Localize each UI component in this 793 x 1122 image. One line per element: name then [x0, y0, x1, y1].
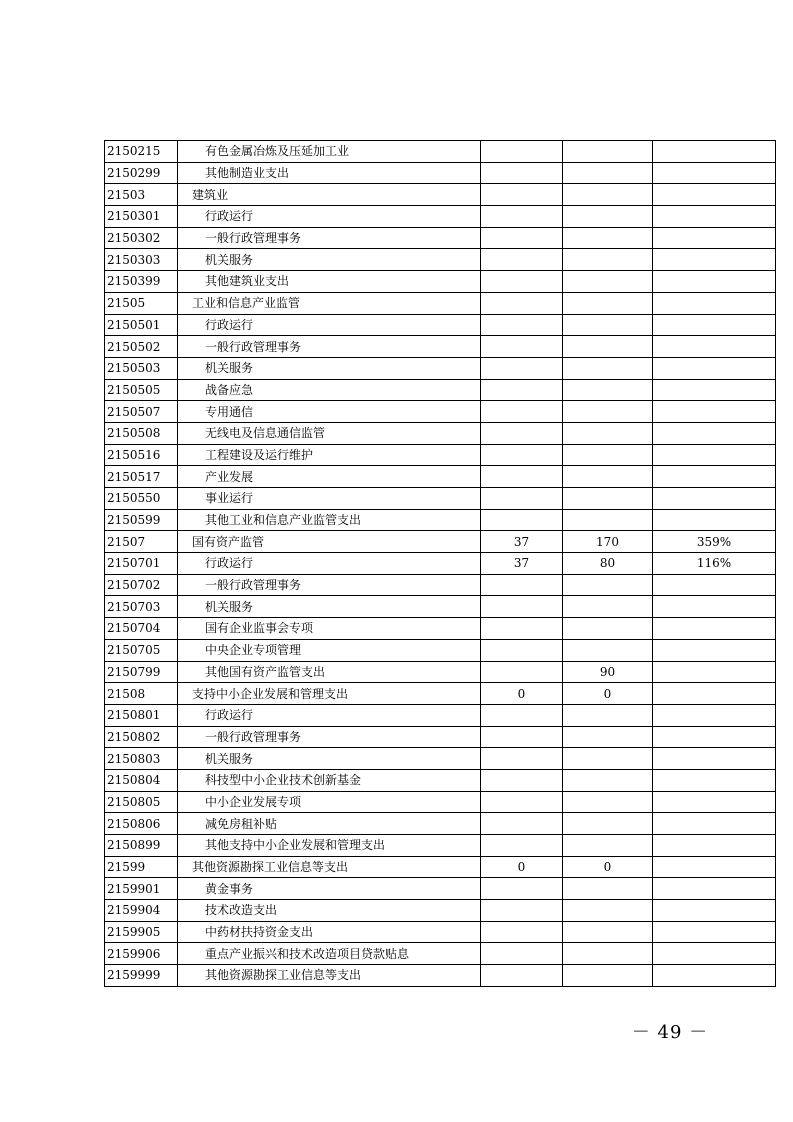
value-cell-1: [481, 596, 563, 618]
value-cell-2: [563, 618, 653, 640]
subject-name-cell: 其他国有资产监管支出: [178, 661, 481, 683]
table-row: [105, 336, 776, 358]
table-row: [105, 357, 776, 379]
value-cell-2: [563, 162, 653, 184]
value-cell-1: [481, 878, 563, 900]
ratio-cell: [653, 769, 776, 791]
table-row: [105, 553, 776, 575]
value-cell-1: [481, 184, 563, 206]
value-cell-2: [563, 900, 653, 922]
ratio-cell: [653, 227, 776, 249]
value-cell-2: [563, 965, 653, 987]
table-row: [105, 878, 776, 900]
value-cell-2: 90: [563, 661, 653, 683]
value-cell-2: [563, 271, 653, 293]
value-cell-2: [563, 596, 653, 618]
ratio-cell: [653, 683, 776, 705]
subject-name-cell: 其他建筑业支出: [178, 271, 481, 293]
subject-name-cell: 其他资源勘探工业信息等支出: [178, 965, 481, 987]
ratio-cell: [653, 835, 776, 857]
value-cell-2: 0: [563, 856, 653, 878]
ratio-cell: [653, 596, 776, 618]
table-row: [105, 314, 776, 336]
value-cell-2: [563, 292, 653, 314]
value-cell-2: [563, 835, 653, 857]
subject-code-cell: 2159906: [105, 943, 178, 965]
subject-code-cell: 2150806: [105, 813, 178, 835]
value-cell-1: [481, 943, 563, 965]
subject-code-cell: 2150599: [105, 509, 178, 531]
subject-code-cell: 2150801: [105, 704, 178, 726]
value-cell-2: [563, 336, 653, 358]
table-row: [105, 401, 776, 423]
subject-name-cell: 事业运行: [178, 488, 481, 510]
ratio-cell: [653, 661, 776, 683]
subject-name-cell: 行政运行: [178, 314, 481, 336]
value-cell-1: 37: [481, 531, 563, 553]
value-cell-1: [481, 206, 563, 228]
table-row: [105, 379, 776, 401]
value-cell-1: [481, 574, 563, 596]
value-cell-1: [481, 769, 563, 791]
subject-name-cell: 产业发展: [178, 466, 481, 488]
value-cell-2: [563, 943, 653, 965]
subject-code-cell: 2150799: [105, 661, 178, 683]
value-cell-1: [481, 921, 563, 943]
subject-code-cell: 21507: [105, 531, 178, 553]
value-cell-1: 0: [481, 856, 563, 878]
subject-name-cell: 战备应急: [178, 379, 481, 401]
ratio-cell: [653, 748, 776, 770]
value-cell-2: [563, 748, 653, 770]
ratio-cell: [653, 618, 776, 640]
subject-name-cell: 黄金事务: [178, 878, 481, 900]
subject-code-cell: 2150704: [105, 618, 178, 640]
table-row: [105, 683, 776, 705]
subject-name-cell: 其他资源勘探工业信息等支出: [178, 856, 481, 878]
value-cell-2: [563, 184, 653, 206]
subject-code-cell: 2150701: [105, 553, 178, 575]
value-cell-1: [481, 271, 563, 293]
value-cell-1: [481, 336, 563, 358]
table-row: [105, 466, 776, 488]
table-row: [105, 206, 776, 228]
value-cell-2: [563, 488, 653, 510]
subject-name-cell: 专用通信: [178, 401, 481, 423]
subject-name-cell: 中药材扶持资金支出: [178, 921, 481, 943]
subject-name-cell: 其他支持中小企业发展和管理支出: [178, 835, 481, 857]
ratio-cell: [653, 704, 776, 726]
subject-name-cell: 重点产业振兴和技术改造项目贷款贴息: [178, 943, 481, 965]
value-cell-2: [563, 357, 653, 379]
subject-code-cell: 2150399: [105, 271, 178, 293]
ratio-cell: [653, 900, 776, 922]
value-cell-2: [563, 791, 653, 813]
subject-code-cell: 2150517: [105, 466, 178, 488]
ratio-cell: [653, 574, 776, 596]
subject-code-cell: 21503: [105, 184, 178, 206]
value-cell-2: [563, 422, 653, 444]
value-cell-2: [563, 206, 653, 228]
ratio-cell: [653, 336, 776, 358]
subject-name-cell: 机关服务: [178, 249, 481, 271]
table-row: [105, 748, 776, 770]
subject-code-cell: 2150804: [105, 769, 178, 791]
value-cell-1: [481, 509, 563, 531]
value-cell-2: [563, 401, 653, 423]
value-cell-2: [563, 314, 653, 336]
subject-name-cell: 工业和信息产业监管: [178, 292, 481, 314]
subject-code-cell: 2150303: [105, 249, 178, 271]
value-cell-2: [563, 726, 653, 748]
ratio-cell: [653, 292, 776, 314]
subject-code-cell: 2150705: [105, 639, 178, 661]
ratio-cell: [653, 271, 776, 293]
subject-name-cell: 机关服务: [178, 596, 481, 618]
subject-name-cell: 其他制造业支出: [178, 162, 481, 184]
ratio-cell: [653, 249, 776, 271]
ratio-cell: [653, 878, 776, 900]
table-row: [105, 639, 776, 661]
subject-code-cell: 2150507: [105, 401, 178, 423]
value-cell-1: [481, 292, 563, 314]
budget-table: [104, 140, 776, 987]
table-row: [105, 704, 776, 726]
subject-code-cell: 2159904: [105, 900, 178, 922]
ratio-cell: [653, 488, 776, 510]
subject-name-cell: 建筑业: [178, 184, 481, 206]
table-row: [105, 769, 776, 791]
subject-code-cell: 2150503: [105, 357, 178, 379]
value-cell-1: [481, 357, 563, 379]
subject-code-cell: 2159999: [105, 965, 178, 987]
value-cell-1: [481, 141, 563, 163]
table-row: [105, 856, 776, 878]
value-cell-1: [481, 791, 563, 813]
value-cell-2: [563, 574, 653, 596]
value-cell-2: [563, 141, 653, 163]
value-cell-2: [563, 878, 653, 900]
value-cell-2: [563, 444, 653, 466]
value-cell-1: [481, 748, 563, 770]
table-row: [105, 618, 776, 640]
subject-code-cell: 2150501: [105, 314, 178, 336]
page-number: － 49 －: [631, 1022, 709, 1043]
table-row: [105, 249, 776, 271]
ratio-cell: [653, 639, 776, 661]
value-cell-1: [481, 466, 563, 488]
subject-code-cell: 2150301: [105, 206, 178, 228]
value-cell-1: [481, 835, 563, 857]
subject-code-cell: 2150805: [105, 791, 178, 813]
subject-name-cell: 中央企业专项管理: [178, 639, 481, 661]
value-cell-1: [481, 444, 563, 466]
subject-name-cell: 行政运行: [178, 553, 481, 575]
value-cell-1: [481, 965, 563, 987]
subject-name-cell: 一般行政管理事务: [178, 574, 481, 596]
value-cell-2: [563, 813, 653, 835]
ratio-cell: [653, 856, 776, 878]
value-cell-2: [563, 639, 653, 661]
subject-name-cell: 技术改造支出: [178, 900, 481, 922]
subject-code-cell: 2150302: [105, 227, 178, 249]
subject-name-cell: 一般行政管理事务: [178, 227, 481, 249]
table-row: [105, 141, 776, 163]
ratio-cell: [653, 357, 776, 379]
table-row: [105, 509, 776, 531]
ratio-cell: 116%: [653, 553, 776, 575]
table-row: [105, 162, 776, 184]
subject-name-cell: 无线电及信息通信监管: [178, 422, 481, 444]
value-cell-2: [563, 509, 653, 531]
subject-code-cell: 2159901: [105, 878, 178, 900]
table-row: [105, 488, 776, 510]
subject-name-cell: 一般行政管理事务: [178, 726, 481, 748]
value-cell-1: [481, 704, 563, 726]
subject-name-cell: 国有企业监事会专项: [178, 618, 481, 640]
value-cell-1: [481, 162, 563, 184]
subject-name-cell: 中小企业发展专项: [178, 791, 481, 813]
table-row: [105, 444, 776, 466]
table-row: [105, 531, 776, 553]
ratio-cell: 359%: [653, 531, 776, 553]
ratio-cell: [653, 813, 776, 835]
subject-name-cell: 机关服务: [178, 748, 481, 770]
value-cell-1: [481, 813, 563, 835]
ratio-cell: [653, 141, 776, 163]
budget-table-body: [105, 141, 776, 987]
value-cell-1: [481, 422, 563, 444]
value-cell-1: [481, 401, 563, 423]
subject-name-cell: 科技型中小企业技术创新基金: [178, 769, 481, 791]
value-cell-2: [563, 466, 653, 488]
value-cell-2: [563, 249, 653, 271]
table-row: [105, 596, 776, 618]
value-cell-1: [481, 314, 563, 336]
subject-code-cell: 2150899: [105, 835, 178, 857]
subject-code-cell: 2150502: [105, 336, 178, 358]
value-cell-2: [563, 704, 653, 726]
value-cell-2: [563, 769, 653, 791]
value-cell-1: [481, 379, 563, 401]
subject-code-cell: 2150299: [105, 162, 178, 184]
subject-name-cell: 有色金属冶炼及压延加工业: [178, 141, 481, 163]
ratio-cell: [653, 314, 776, 336]
ratio-cell: [653, 184, 776, 206]
table-row: [105, 271, 776, 293]
subject-code-cell: 2150802: [105, 726, 178, 748]
ratio-cell: [653, 921, 776, 943]
subject-name-cell: 行政运行: [178, 206, 481, 228]
subject-code-cell: 2159905: [105, 921, 178, 943]
value-cell-1: [481, 618, 563, 640]
table-row: [105, 574, 776, 596]
subject-code-cell: 2150703: [105, 596, 178, 618]
ratio-cell: [653, 379, 776, 401]
value-cell-2: 0: [563, 683, 653, 705]
ratio-cell: [653, 965, 776, 987]
table-row: [105, 292, 776, 314]
value-cell-1: [481, 249, 563, 271]
ratio-cell: [653, 726, 776, 748]
ratio-cell: [653, 401, 776, 423]
subject-code-cell: 2150516: [105, 444, 178, 466]
value-cell-1: [481, 726, 563, 748]
table-row: [105, 965, 776, 987]
ratio-cell: [653, 422, 776, 444]
ratio-cell: [653, 509, 776, 531]
subject-name-cell: 支持中小企业发展和管理支出: [178, 683, 481, 705]
table-row: [105, 791, 776, 813]
table-row: [105, 726, 776, 748]
subject-code-cell: 21599: [105, 856, 178, 878]
value-cell-1: [481, 227, 563, 249]
ratio-cell: [653, 444, 776, 466]
subject-name-cell: 行政运行: [178, 704, 481, 726]
ratio-cell: [653, 791, 776, 813]
table-row: [105, 813, 776, 835]
subject-code-cell: 2150508: [105, 422, 178, 444]
table-row: [105, 921, 776, 943]
value-cell-2: 170: [563, 531, 653, 553]
table-row: [105, 227, 776, 249]
ratio-cell: [653, 206, 776, 228]
table-row: [105, 900, 776, 922]
table-row: [105, 835, 776, 857]
subject-code-cell: 2150505: [105, 379, 178, 401]
subject-code-cell: 2150803: [105, 748, 178, 770]
table-row: [105, 184, 776, 206]
subject-name-cell: 一般行政管理事务: [178, 336, 481, 358]
table-row: [105, 422, 776, 444]
subject-code-cell: 2150550: [105, 488, 178, 510]
subject-name-cell: 机关服务: [178, 357, 481, 379]
value-cell-1: 37: [481, 553, 563, 575]
value-cell-2: [563, 379, 653, 401]
subject-name-cell: 国有资产监管: [178, 531, 481, 553]
subject-name-cell: 工程建设及运行维护: [178, 444, 481, 466]
value-cell-1: [481, 488, 563, 510]
ratio-cell: [653, 943, 776, 965]
value-cell-2: [563, 227, 653, 249]
subject-code-cell: 21508: [105, 683, 178, 705]
value-cell-2: [563, 921, 653, 943]
table-row: [105, 661, 776, 683]
value-cell-1: [481, 900, 563, 922]
subject-code-cell: 2150702: [105, 574, 178, 596]
value-cell-1: 0: [481, 683, 563, 705]
subject-code-cell: 2150215: [105, 141, 178, 163]
subject-name-cell: 其他工业和信息产业监管支出: [178, 509, 481, 531]
table-row: [105, 943, 776, 965]
value-cell-1: [481, 639, 563, 661]
subject-code-cell: 21505: [105, 292, 178, 314]
value-cell-1: [481, 661, 563, 683]
subject-name-cell: 减免房租补贴: [178, 813, 481, 835]
value-cell-2: 80: [563, 553, 653, 575]
ratio-cell: [653, 466, 776, 488]
ratio-cell: [653, 162, 776, 184]
